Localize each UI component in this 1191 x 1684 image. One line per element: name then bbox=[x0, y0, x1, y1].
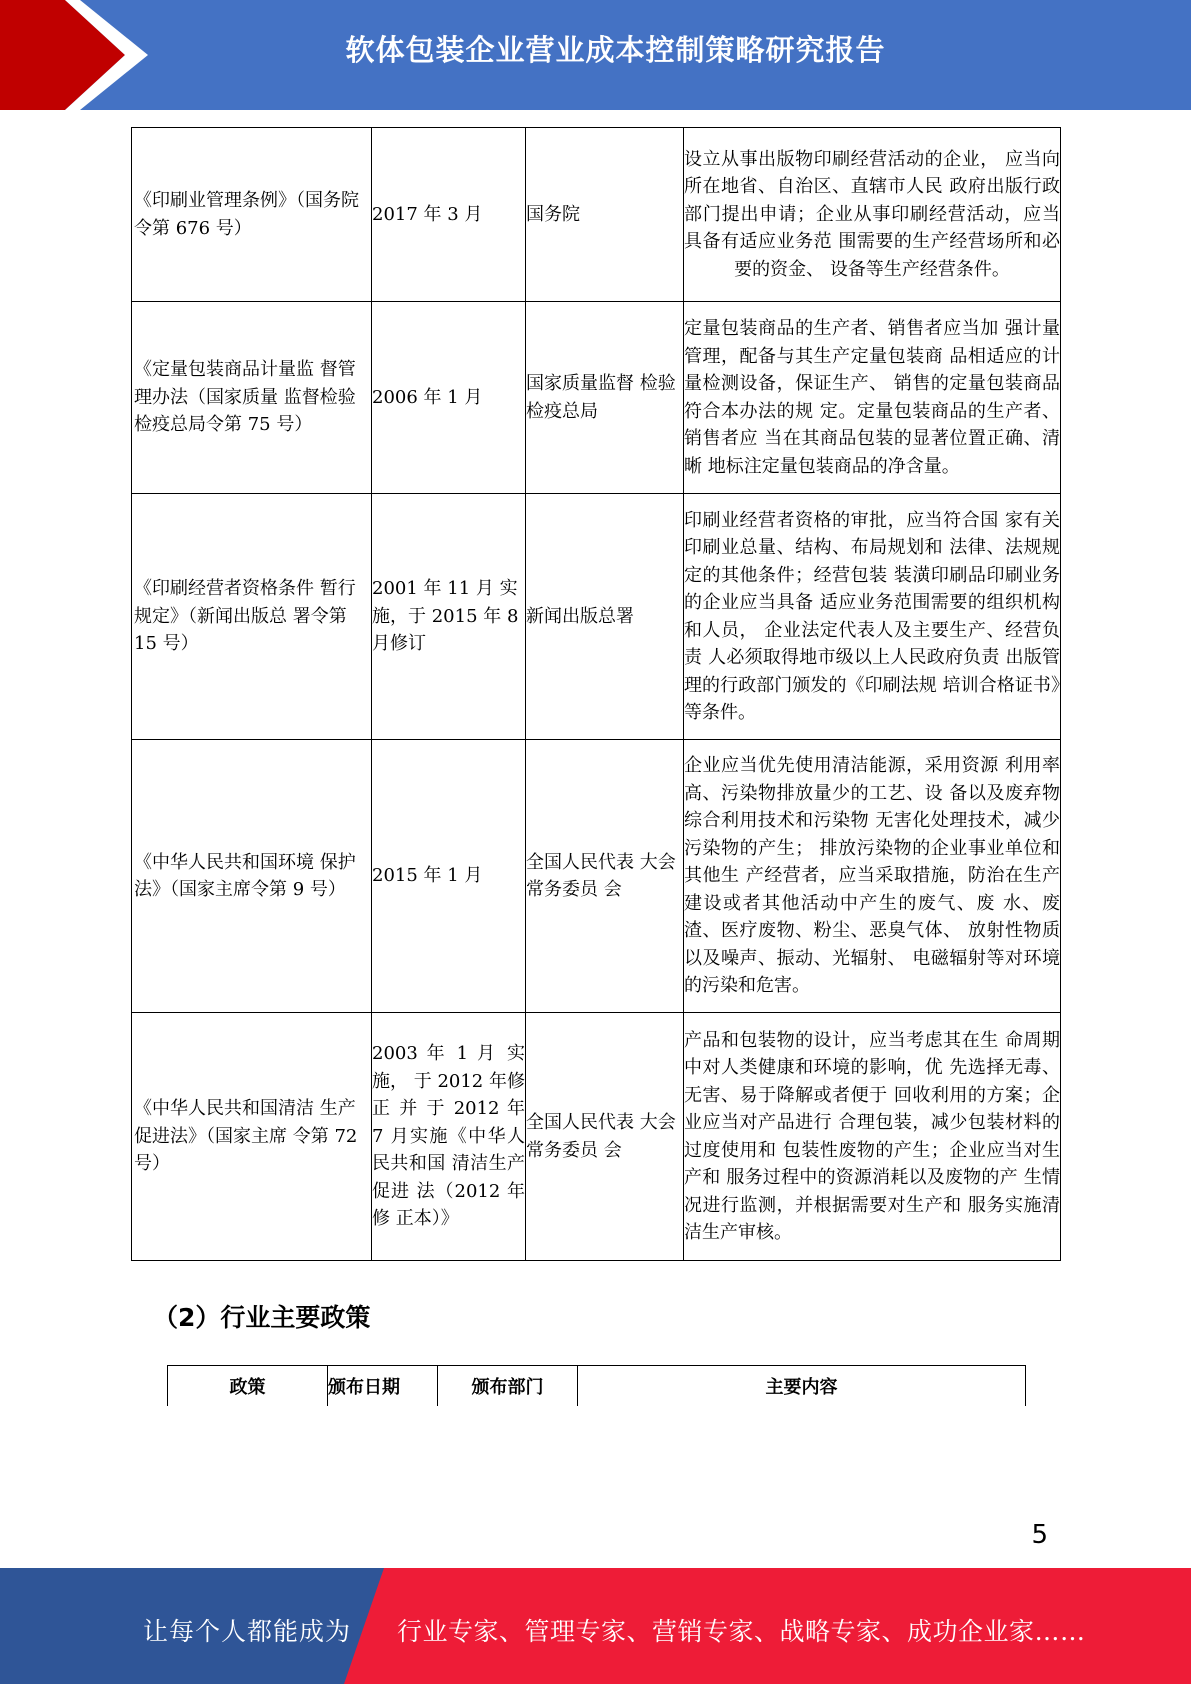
regulation-date: 2017 年 3 月 bbox=[372, 128, 526, 302]
table-row bbox=[132, 302, 1061, 494]
table-row bbox=[132, 494, 1061, 740]
column-header-policy: 政策 bbox=[168, 1366, 328, 1407]
regulation-content: 定量包装商品的生产者、销售者应当加 强计量管理，配备与其生产定量包装商 品相适应的计量检测设备，保证生产、 销售的定量包装商品符合本办法的规 定。定量包装商品的生产者、销售者应 当在其商品包装的显著位置正确、清晰 地标注定量包装商品的净含量。 bbox=[684, 302, 1061, 494]
footer-slogan-right: 行业专家、管理专家、营销专家、战略专家、成功企业家…… bbox=[397, 1617, 1086, 1646]
page-footer bbox=[0, 1568, 1191, 1684]
regulation-date: 2003 年 1 月 实施， 于 2012 年修 正 并 于 2012 年 7 月实施《中华人民共和国 清洁生产促进 法（2012 年修 正本）》 bbox=[372, 1013, 526, 1261]
regulation-name: 《定量包装商品计量监 督管理办法（国家质量 监督检验检疫总局令第 75 号） bbox=[132, 302, 372, 494]
regulation-name: 《印刷业管理条例》（国务院令第 676 号） bbox=[132, 128, 372, 302]
regulation-content: 企业应当优先使用清洁能源，采用资源 利用率高、污染物排放量少的工艺、设 备以及废弃物综合利用技术和污染物 无害化处理技术，减少污染物的产生； 排放污染物的企业事业单位和其他生 产经营者，应当采取措施，防治在生产 建设或者其他活动中产生的废气、废 水、废渣、医疗废物、粉尘、恶臭气体、 放射性物质以及噪声、振动、光辐射、 电磁辐射等对环境的污染和危害。 bbox=[684, 740, 1061, 1013]
regulation-content: 设立从事出版物印刷经营活动的企业， 应当向所在地省、自治区、直辖市人民 政府出版行政部门提出申请；企业从事印刷经营活动，应当具备有适应业务范 围需要的生产经营场所和必要的资金、 设备等生产经营条件。 bbox=[684, 128, 1061, 302]
column-header-content: 主要内容 bbox=[578, 1366, 1026, 1407]
section-title: （2）行业主要政策 bbox=[153, 1303, 371, 1332]
header-title: 软体包装企业营业成本控制策略研究报告 bbox=[345, 33, 886, 67]
table-row bbox=[132, 1013, 1061, 1261]
regulation-content: 产品和包装物的设计，应当考虑其在生 命周期中对人类健康和环境的影响，优 先选择无毒、无害、易于降解或者便于 回收利用的方案；企业应当对产品进行 合理包装，减少包装材料的过度使用和 包装性废物的产生；企业应当对生产和 服务过程中的资源消耗以及废物的产 生情况进行监测，并根据需要对生产和 服务实施清洁生产审核。 bbox=[684, 1013, 1061, 1261]
regulation-dept: 国家质量监督 检验检疫总局 bbox=[526, 302, 684, 494]
column-header-date: 颁布日期 bbox=[328, 1366, 438, 1407]
regulation-date: 2015 年 1 月 bbox=[372, 740, 526, 1013]
regulation-dept: 全国人民代表 大会常务委员 会 bbox=[526, 740, 684, 1013]
regulation-dept: 新闻出版总署 bbox=[526, 494, 684, 740]
regulation-name: 《中华人民共和国清洁 生产促进法》（国家主席 令第 72 号） bbox=[132, 1013, 372, 1261]
regulation-date: 2006 年 1 月 bbox=[372, 302, 526, 494]
regulation-date: 2001 年 11 月 实施，于 2015 年 8 月修订 bbox=[372, 494, 526, 740]
regulation-dept: 国务院 bbox=[526, 128, 684, 302]
footer-slogan-left: 让每个人都能成为 bbox=[143, 1617, 352, 1646]
table-row bbox=[132, 740, 1061, 1013]
table-header-row bbox=[168, 1366, 1026, 1407]
regulation-content: 印刷业经营者资格的审批，应当符合国 家有关印刷业总量、结构、布局规划和 法律、法规规定的其他条件；经营包装 装潢印刷品印刷业务的企业应当具备 适应业务范围需要的组织机构和人员， 企业法定代表人及主要生产、经营负责 人必须取得地市级以上人民政府负责 出版管理的行政部门颁发的《印刷法规 培训合格证书》等条件。 bbox=[684, 494, 1061, 740]
page-number: 5 bbox=[1031, 1520, 1048, 1550]
table-row bbox=[132, 128, 1061, 302]
regulation-dept: 全国人民代表 大会常务委员 会 bbox=[526, 1013, 684, 1261]
regulation-name: 《印刷经营者资格条件 暂行规定》（新闻出版总 署令第 15 号） bbox=[132, 494, 372, 740]
policy-table-header bbox=[167, 1365, 1026, 1406]
column-header-dept: 颁布部门 bbox=[438, 1366, 578, 1407]
regulation-name: 《中华人民共和国环境 保护法》（国家主席令第 9 号） bbox=[132, 740, 372, 1013]
regulations-table bbox=[131, 127, 1061, 1261]
page-header bbox=[0, 0, 1191, 110]
